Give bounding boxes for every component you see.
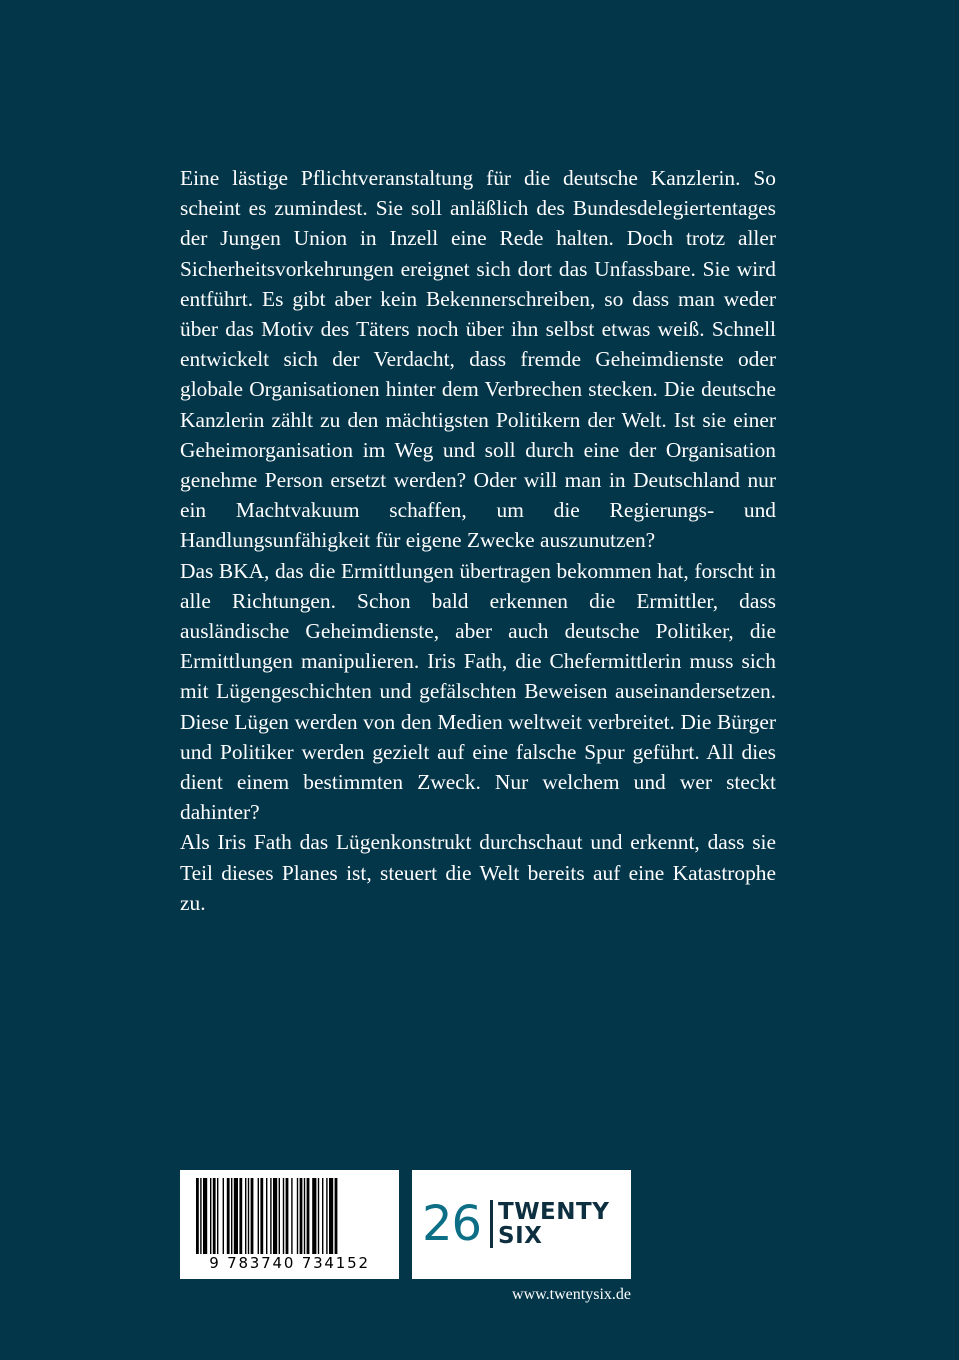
barcode-bar <box>260 1178 263 1254</box>
barcode-bar <box>286 1178 289 1254</box>
barcode-bar <box>223 1178 224 1254</box>
barcode-bar <box>322 1178 323 1254</box>
barcode-bar <box>227 1178 230 1254</box>
barcode-bar <box>297 1178 298 1254</box>
barcode-bars <box>180 1170 399 1256</box>
barcode-bar <box>335 1178 338 1254</box>
blurb-paragraph-1: Eine lästige Pflichtveranstaltung für die deutsche Kanzlerin. So scheint es zumindest. Sie soll anläßlich des Bundesdelegiertentages der Jungen Union in Inzell eine Rede halten. Doch trotz aller Sicherheitsvorkehrungen ereignet sich dort das Unfassbare. Sie wird entführt. Es gibt aber kein Bekennerschreiben, so dass man weder über das Motiv des Täters noch über ihn selbst etwas weiß. Schnell entwickelt sich der Verdacht, dass fremde Geheimdienste oder globale Organisationen hinter dem Verbrechen stecken. Die deutsche Kanzlerin zählt zu den mächtigsten Politikern der Welt. Ist sie einer Geheimorganisation im Weg und soll durch eine der Organisation genehme Person ersetzt werden? Oder will man in Deutschland nur ein Machtvakuum schaffen, um die Regierungs- und Handlungsunfähigkeit für eigene Zwecke auszunutzen? <box>180 166 776 553</box>
barcode-bar <box>312 1178 316 1254</box>
barcode-bar <box>283 1178 284 1254</box>
barcode-bar <box>300 1178 303 1254</box>
isbn-digits: 9 783740 734152 <box>209 1254 370 1272</box>
barcode-bar <box>239 1178 242 1254</box>
barcode-bar <box>307 1178 310 1254</box>
barcode-bar <box>291 1178 292 1254</box>
barcode-bar <box>270 1178 271 1254</box>
logo-word-six: SIX <box>498 1223 543 1249</box>
barcode-bar <box>203 1178 207 1254</box>
barcode-bar <box>304 1178 305 1254</box>
back-cover-blurb <box>180 163 776 918</box>
logo-number: 26 <box>422 1196 482 1252</box>
isbn-barcode <box>180 1170 399 1279</box>
barcode-bar <box>217 1178 218 1254</box>
barcode-bar <box>279 1178 280 1254</box>
logo-word-twenty: TWENTY <box>498 1199 610 1225</box>
barcode-bar <box>248 1178 249 1254</box>
barcode-bar <box>258 1178 259 1254</box>
barcode-bar <box>234 1178 238 1254</box>
barcode-bar <box>200 1178 201 1254</box>
publisher-website: www.twentysix.de <box>512 1286 631 1303</box>
barcode-bar <box>210 1178 211 1254</box>
barcode-bar <box>213 1178 216 1254</box>
barcode-bar <box>251 1178 254 1254</box>
barcode-bar <box>326 1178 327 1254</box>
barcode-bar <box>196 1178 199 1254</box>
barcode-bar <box>266 1178 267 1254</box>
barcode-bar <box>318 1178 319 1254</box>
logo-divider <box>490 1200 493 1248</box>
barcode-bar <box>231 1178 232 1254</box>
blurb-paragraph-3: Als Iris Fath das Lügenkonstrukt durchschaut und erkennt, dass sie Teil dieses Planes ist, steuert die Welt bereits auf eine Katastrophe zu. <box>180 830 776 915</box>
blurb-paragraph-2: Das BKA, das die Ermittlungen übertragen bekommen hat, forscht in alle Richtungen. Schon bald erkennen die Ermittler, dass ausländische Geheimdienste, aber auch deutsche Politiker, die Ermittlungen manipulieren. Iris Fath, die Chefermittlerin muss sich mit Lügengeschichten und gefälschten Beweisen auseinandersetzen. Diese Lügen werden von den Medien weltweit verbreitet. Die Bürger und Politiker werden gezielt auf eine falsche Spur geführt. All dies dient einem bestimmten Zweck. Nur welchem und wer steckt dahinter? <box>180 558 776 825</box>
barcode-bar <box>245 1178 246 1254</box>
barcode-bar <box>273 1178 277 1254</box>
publisher-logo <box>412 1170 631 1279</box>
barcode-bar <box>329 1178 333 1254</box>
